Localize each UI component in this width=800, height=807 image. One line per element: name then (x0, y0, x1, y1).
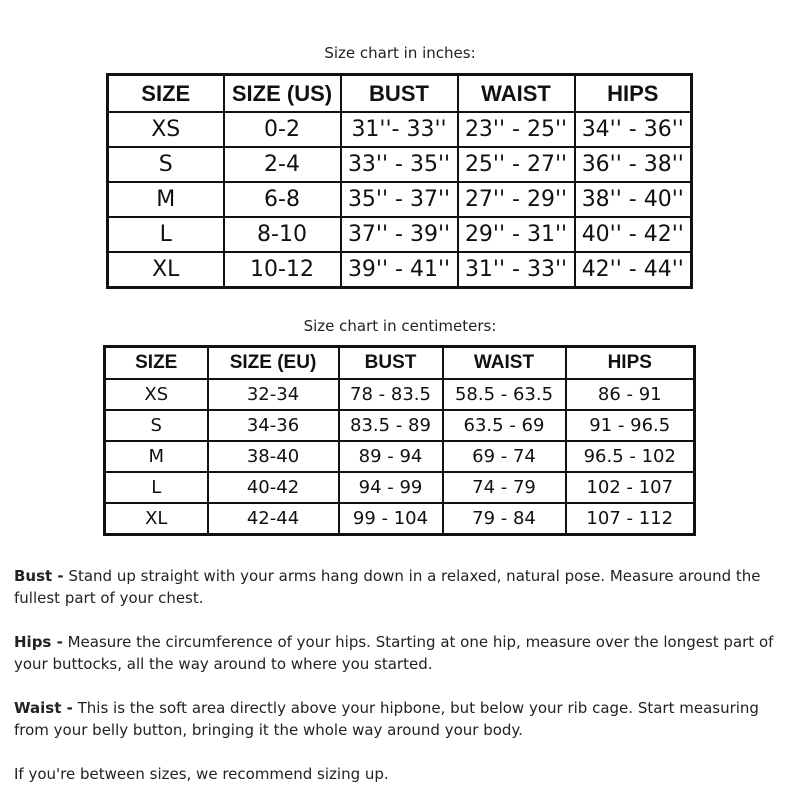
cell-size: M (105, 441, 208, 472)
centimeters-chart-caption: Size chart in centimeters: (303, 317, 497, 335)
waist-text: This is the soft area directly above your hipbone, but below your rib cage. Start measuring from your belly button, bringing it the whole way around your body. (14, 699, 759, 739)
table-row (108, 252, 692, 288)
cell-size-eu: 34-36 (208, 410, 339, 441)
cell-size-eu: 40-42 (208, 472, 339, 503)
cell-size: XL (108, 252, 224, 288)
size-chart-inches (106, 73, 693, 289)
header-hips: HIPS (566, 347, 695, 380)
inches-chart-caption: Size chart in inches: (324, 44, 476, 62)
header-bust: BUST (341, 75, 458, 113)
cell-bust: 35'' - 37'' (341, 182, 458, 217)
table-row (105, 410, 695, 441)
cell-bust: 78 - 83.5 (339, 379, 443, 410)
cell-hips: 42'' - 44'' (575, 252, 692, 288)
cell-size: L (108, 217, 224, 252)
cell-hips: 107 - 112 (566, 503, 695, 535)
header-size: SIZE (105, 347, 208, 380)
table-row (105, 379, 695, 410)
cell-bust: 39'' - 41'' (341, 252, 458, 288)
measurement-notes (14, 565, 788, 807)
cell-size-us: 8-10 (224, 217, 341, 252)
cell-size-us: 10-12 (224, 252, 341, 288)
header-size: SIZE (108, 75, 224, 113)
size-chart-centimeters (103, 345, 696, 536)
bust-note (14, 565, 788, 609)
table-row (108, 147, 692, 182)
hips-note (14, 631, 788, 675)
waist-term: Waist - (14, 699, 73, 717)
cell-waist: 63.5 - 69 (443, 410, 566, 441)
cell-bust: 83.5 - 89 (339, 410, 443, 441)
cell-hips: 96.5 - 102 (566, 441, 695, 472)
table-row (108, 182, 692, 217)
cell-size: M (108, 182, 224, 217)
cell-bust: 31''- 33'' (341, 112, 458, 147)
cell-bust: 89 - 94 (339, 441, 443, 472)
bust-text: Stand up straight with your arms hang down in a relaxed, natural pose. Measure around the fullest part of your chest. (14, 567, 761, 607)
bust-term: Bust - (14, 567, 64, 585)
cell-bust: 37'' - 39'' (341, 217, 458, 252)
table-row (108, 217, 692, 252)
cell-bust: 33'' - 35'' (341, 147, 458, 182)
cell-size-eu: 32-34 (208, 379, 339, 410)
cell-hips: 91 - 96.5 (566, 410, 695, 441)
header-bust: BUST (339, 347, 443, 380)
cell-hips: 40'' - 42'' (575, 217, 692, 252)
cell-size-eu: 38-40 (208, 441, 339, 472)
header-row (105, 347, 695, 380)
cell-size-eu: 42-44 (208, 503, 339, 535)
cell-bust: 94 - 99 (339, 472, 443, 503)
cell-waist: 27'' - 29'' (458, 182, 575, 217)
header-size-eu: SIZE (EU) (208, 347, 339, 380)
hips-term: Hips - (14, 633, 63, 651)
cell-bust: 99 - 104 (339, 503, 443, 535)
table-row (105, 441, 695, 472)
cell-size: XS (108, 112, 224, 147)
header-row (108, 75, 692, 113)
cell-hips: 86 - 91 (566, 379, 695, 410)
cell-waist: 74 - 79 (443, 472, 566, 503)
table-row (105, 503, 695, 535)
footer-note: If you're between sizes, we recommend sizing up. (14, 765, 389, 783)
cell-size: S (105, 410, 208, 441)
cell-size-us: 0-2 (224, 112, 341, 147)
cell-hips: 36'' - 38'' (575, 147, 692, 182)
header-waist: WAIST (443, 347, 566, 380)
cell-waist: 29'' - 31'' (458, 217, 575, 252)
cell-waist: 23'' - 25'' (458, 112, 575, 147)
cell-waist: 58.5 - 63.5 (443, 379, 566, 410)
cell-size-us: 2-4 (224, 147, 341, 182)
waist-note (14, 697, 788, 741)
cell-size: L (105, 472, 208, 503)
cell-hips: 34'' - 36'' (575, 112, 692, 147)
cell-size: XS (105, 379, 208, 410)
cell-hips: 38'' - 40'' (575, 182, 692, 217)
header-hips: HIPS (575, 75, 692, 113)
cell-waist: 25'' - 27'' (458, 147, 575, 182)
cell-size: S (108, 147, 224, 182)
cell-size: XL (105, 503, 208, 535)
table-row (108, 112, 692, 147)
cell-waist: 79 - 84 (443, 503, 566, 535)
header-size-us: SIZE (US) (224, 75, 341, 113)
cell-waist: 31'' - 33'' (458, 252, 575, 288)
cell-waist: 69 - 74 (443, 441, 566, 472)
cell-hips: 102 - 107 (566, 472, 695, 503)
hips-text: Measure the circumference of your hips. Starting at one hip, measure over the longest part of your buttocks, all the way around to where you started. (14, 633, 774, 673)
header-waist: WAIST (458, 75, 575, 113)
table-row (105, 472, 695, 503)
cell-size-us: 6-8 (224, 182, 341, 217)
